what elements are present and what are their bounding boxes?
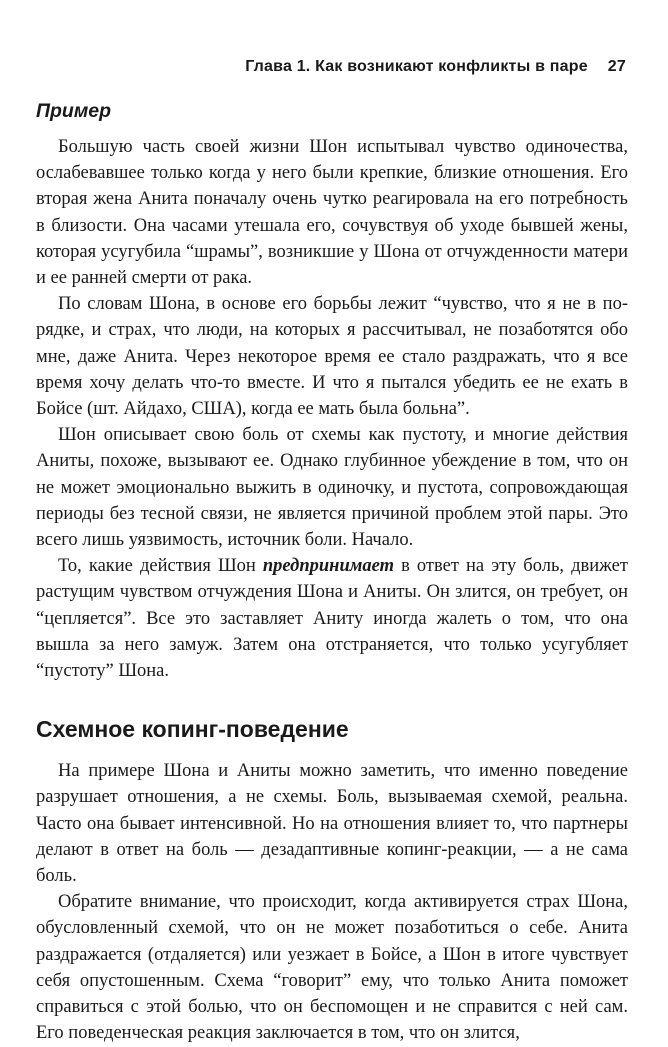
emphasized-word: предпринимает: [262, 556, 395, 577]
section-paragraph-2: Обратите внимание, что происходит, когда активируется страх Шона, обусловленный схемой, что он не может позаботиться о себе. Анита раздражается (отдаляется) или уезжает в Бойсе, а Шон в итоге чувствует себя опустошенным. Схема “говорит” ему, что только Анита поможет справиться с этой болью, что он беспомощен и не справится с ней сам. Его поведенческая реакция заключается в том, что он злится,: [36, 892, 628, 1044]
section-paragraph-1: На примере Шона и Аниты можно заметить, что именно поведение разрушает отношения, а не схемы. Боль, вызываемая схемой, реальна. Часто она бывает интенсивной. Но на отношения влияет то, что партнеры делают в ответ на боль — дезадаптивные копинг-реакции, — а не сама боль.: [36, 761, 628, 887]
example-paragraph-4: [36, 553, 628, 684]
paragraph-text: То, какие действия Шон: [58, 556, 263, 577]
page-number: 27: [607, 58, 626, 75]
running-header: [36, 58, 626, 76]
example-heading: Пример: [36, 100, 112, 122]
section-heading: Схемное копинг-поведение: [36, 716, 349, 743]
page-content: [36, 98, 628, 1047]
example-paragraph-3: Шон описывает свою боль от схемы как пустоту, и многие действия Аниты, похоже, вызывают ее. Однако глубинное убеждение в том, что он не может эмоционально выжить в одиночку, и пустота, сопровождающая периоды без тесной связи, не является причиной проблем этой пары. Это всего лишь уязвимость, источник боли. Начало.: [36, 425, 628, 551]
example-paragraph-1: Большую часть своей жизни Шон испытывал чувство одиночества, ослабевавшее только когда у него были крепкие, близкие отношения. Его вторая жена Анита поначалу очень чутко реагировала на его потребность в близости. Она часами утешала его, сочувствуя об уходе бывшей жены, которая усугубила “шрамы”, возникшие у Шона от отчужденности матери и ее ранней смерти от рака.: [36, 137, 628, 289]
chapter-title: Глава 1. Как возникают конфликты в паре: [245, 58, 588, 75]
example-paragraph-2: По словам Шона, в основе его борьбы лежит “чувство, что я не в порядке, и страх, что люди, на которых я рассчитывал, не позаботятся обо мне, даже Анита. Через некоторое время ее стало раздражать, что я все время хочу делать что-то вместе. И что я пытался убедить ее не ехать в Бойсе (шт. Айдахо, США), когда ее мать была больна”.: [36, 294, 628, 420]
paragraph-text: в ответ на эту боль, движет растущим чувством отчуждения Шона и Аниты. Он злится, он требует, он “цепляется”. Все это заставляет Аниту иногда жалеть о том, что она вышла за него замуж. Затем она отстраняется, что только усугубляет “пустоту” Шона.: [36, 556, 628, 682]
